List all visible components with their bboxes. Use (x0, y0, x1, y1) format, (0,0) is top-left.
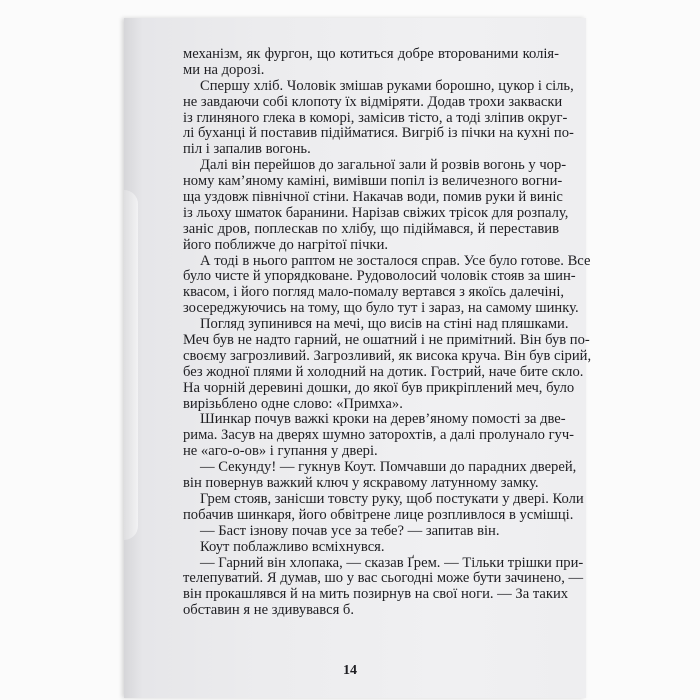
text-line: квасом, і його погляд мало-помалу вертався з якоїсь далечіні, (183, 284, 565, 301)
text-line: він повернув важкий ключ у яскравому латунному замку. (183, 475, 539, 492)
paragraph (183, 490, 584, 524)
text-line: із льоху шматок баранини. Нарізав свіжих трісок для розпалу, (183, 204, 569, 221)
text-line: було чисте й упорядковане. Рудоволосий чоловік стояв за шин- (183, 268, 576, 285)
text-line: ми на дорозі. (183, 61, 265, 78)
text-line: На чорній деревині дошки, до якої був прикріплений меч, було (183, 379, 575, 396)
text-line: своєму загрозливий. Загрозливий, як висока круча. Він був сірий, (183, 347, 592, 364)
paragraph (183, 524, 559, 540)
text-line: Погляд зупинився на мечі, що висів на стіні над пляшками. (200, 316, 569, 333)
text-line: — Баст ізнову почав усе за тебе? — запитав він. (200, 522, 500, 539)
paragraph (183, 252, 591, 318)
text-line: А тоді в нього раптом не зосталося справ. Усе було готове. Все (200, 252, 591, 269)
paragraph (183, 316, 592, 412)
text-line: Спершу хліб. Чоловік змішав руками борошно, цукор і сіль, (200, 77, 574, 94)
page-curl-shadow (124, 190, 138, 540)
text-line: рима. Засув на дверях шумно заторохтів, а далі пролунало гуч- (183, 427, 575, 444)
text-line: не «аго-о-ов» і гупання у двері. (183, 443, 378, 460)
text-line: механізм, як фургон, що котиться добре второваними колія- (183, 46, 559, 62)
text-line: — Гарний він хлопака, — сказав Ґрем. — Тільки трішки при- (200, 554, 584, 571)
text-line: не завдаючи собі клопоту їх відміряти. Додав трохи закваски (183, 93, 563, 110)
text-line: Меч був не надто гарний, не ошатний і не примітний. Він був по- (183, 332, 590, 349)
text-line: ному кам’яному каміні, вимівши попіл із величезного вогни- (183, 173, 563, 190)
text-line: Коут поблажливо всміхнувся. (200, 538, 385, 555)
text-line: — Секунду! — гукнув Коут. Помчавши до парадних дверей, (200, 459, 577, 476)
text-line: із глиняного глека в коморі, замісив тісто, а тоді зліпив округ- (183, 109, 568, 126)
text-line: піл і запалив вогонь. (183, 141, 311, 158)
paragraph (183, 554, 584, 620)
text-line: ща уздовж північної стіни. Накачав води, помив руки й виніс (183, 189, 563, 206)
text-line: лі буханці й поставив підійматися. Вигріб із пічки на кухні по- (183, 125, 574, 142)
text-line: побачив шинкаря, його обвітрене лице розпливлося в усмішці. (183, 506, 574, 523)
paragraph (183, 459, 577, 492)
paragraph (183, 77, 574, 158)
paragraph (183, 411, 575, 460)
paragraph (183, 540, 559, 556)
text-line: телепуватий. Я думав, шо у вас сьогодні може бути зачинено, — (183, 570, 584, 587)
text-line: він прокашлявся й на мить позирнув на свої ноги. — За таких (183, 586, 569, 603)
text-line: без жодної плями й холодний на дотик. Гострий, наче бите скло. (183, 363, 584, 380)
text-line: зосереджуючись на тому, що було тут і зараз, на самому шинку. (183, 300, 579, 317)
text-line: Далі він перейшов до загальної зали й розвів вогонь у чор- (200, 157, 567, 174)
page-number: 14 (343, 663, 357, 678)
body-text (183, 46, 592, 619)
text-line: обставин я не здивувався б. (183, 602, 355, 619)
text-line: заніс дров, поплескав по хлібу, що підіймався, й переставив (183, 220, 559, 237)
text-line: Шинкар почув важкі кроки на дерев’яному помості за две- (200, 411, 566, 428)
text-line: вирізьблено одне слово: «Примха». (183, 395, 403, 412)
text-line: його поближче до нагрітої пічки. (183, 236, 389, 253)
paragraph (183, 47, 559, 79)
paragraph (183, 157, 569, 253)
text-line: Грем стояв, занісши товсту руку, щоб постукати у двері. Коли (200, 490, 584, 507)
